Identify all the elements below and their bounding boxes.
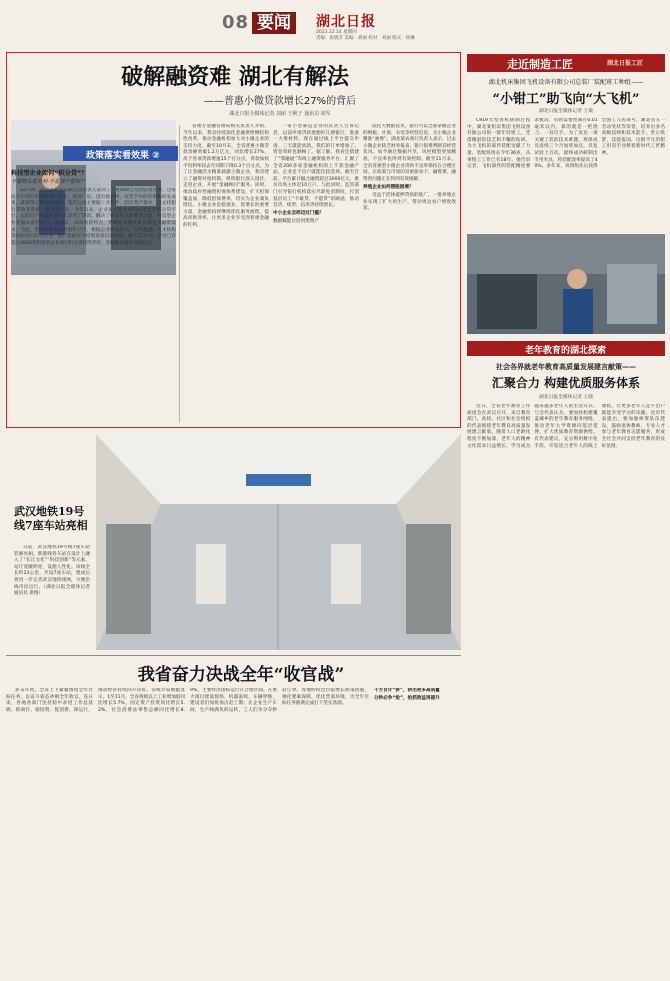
elder-edu-banner (467, 341, 665, 356)
policy-bar-label: 政策落实看效果 ② (86, 151, 160, 161)
craftsman-banner-label: 走近制造工匠 (507, 58, 573, 71)
metro-title: 武汉地铁19号线7座车站亮相 (14, 505, 88, 532)
feature-col1 (11, 188, 176, 420)
bottom-subhead-1: 千方百计“拼”，拼出更多高质量 (374, 688, 440, 693)
divider (179, 125, 180, 423)
col3-subhead: 中小企业怎样迈过门槛？ (273, 211, 324, 217)
elder-edu-body (467, 404, 665, 976)
metro-photo (96, 434, 461, 650)
craftsman-photo (467, 234, 665, 334)
feature-col2 (183, 124, 269, 422)
masthead (222, 8, 668, 46)
feature-col2-text: 省地方金融管理局相关负责人介绍，今年以来，我省持续深化金融供给侧结构性改革，推动金融机构加大对小微企业的支持力度。截至10月末，全省普惠小微贷款余额突破1.2万亿元，同比增长27%，高于各项贷款增速15个百分点，贷款加权平均利率较去年同期下降0.3个百分点。为了让金融活水精准滴灌小微企业，我省建立了融资对接机制，组织银行深入园区、走进企业，开展“金融顾问”服务。同时，推动政府性融资担保体系建设，扩大担保覆盖面，降低担保费率，切实为企业减负增信。小微企业是稳就业、促增长的重要力量，金融机构将继续优化服务流程，提高审批效率，让更多企业享受到普惠金融的红利。 (183, 124, 269, 228)
elder-edu-banner-label: 老年教育的湖北探索 (525, 346, 607, 356)
elder-edu-text: 近日，全省老年教育工作座谈会在武汉召开，来自教育部门、高校、社区和社会组织的代表围绕老年教育高质量发展建言献策。随着人口老龄化程度不断加深，老年人的精神文化需求日益增长，学习成为越来越多老年人的生活方式。与会代表认为，要加快构建覆盖城乡的老年教育服务网络，推动老年大学资源向基层延伸，扩大优质教育资源供给。有代表建议，充分利用数字化手段，开发适合老年人的线上课程，让更多老年人足不出户就能享受学习的乐趣。也有代表提出，要加强师资队伍建设，鼓励退休教师、专业人才参与老年教育志愿服务，形成全社会共同支持老年教育的良好氛围。 (467, 404, 665, 449)
bottom-body (6, 688, 461, 976)
feature-subhead: ——普惠小微贷款增长27%的背后 (203, 96, 357, 107)
feature-col3-text: 一家小型制造企业的负责人告诉记者，以前申请贷款要跑好几趟银行，准备一大堆材料，现在通过线上平台提交申请，三天就能放款。我们的订单增加了，资金周转也顺畅了。据了解，我省还搭建了“鄂融通”等线上融资服务平台，汇聚了全省200多家金融机构的上千款金融产品，企业足不出户就能比较选择。截至目前，平台累计撮合融资超过3000亿元，惠及市场主体近10万户。与此同时，监管部门引导银行机构落实尽职免责制度，打消基层员工“不敢贷、不愿贷”的顾虑，推动首贷、续贷、信用贷持续增长。 (273, 124, 359, 209)
craftsman-byline: 湖北日报全媒体记者 王敏 (538, 109, 594, 114)
col3-subhead-2: 数据赋能让信用变资产 (273, 219, 319, 225)
elder-edu-byline: 湖北日报全媒体记者 王晓 (538, 395, 594, 400)
issue-meta: 责编：张晓芳 美编：胡丽 校对：刘丽 版式：杨琳 (316, 36, 415, 41)
craftsman-banner (467, 54, 665, 72)
bottom-title: 我省奋力决战全年“收官战” (137, 665, 345, 685)
newspaper-logo: 湖北日报 (316, 14, 376, 30)
col4-subhead-2: 受益于活体抵押贷款的推广，一批养殖企业实现了扩大再生产，带动周边农户增收致富。 (363, 192, 456, 212)
elder-edu-title: 汇聚合力 构建优质服务体系 (491, 376, 641, 390)
left-subtitle-2: 不看砖头看专利 不看资产看知产 (11, 179, 86, 185)
metro-text: 日前，武汉地铁19号线7座车站装修亮相。新港线各车站在设计上融入了“长江文化”“科技创新”等元素，站厅宽敞明亮，设施人性化。该线全长约23公里，共设7座车站，建成后将进一步完善武汉地铁线网，方便沿线市民出行。（湖北日报全媒体记者 通讯员 供图） (14, 545, 90, 597)
bottom-subhead-2: 分秒必争“抢”，抢抓效益再提升 (374, 696, 440, 702)
feature-col4-text: 依托大数据技术，银行可以全面掌握企业的纳税、社保、水电等经营信息，为小微企业精准“画像”。湖北某农商行负责人表示，过去小微企业缺乏财务报表，银行很难判断其经营状况。如今通过数据共享，风控模型更加精准，不良率也得到有效控制。截至11月末，全省普惠型小微企业贷款不良率保持在合理区间。在政策与市场的双重驱动下，融资难、融资贵问题正在得到有效缓解。 (363, 124, 456, 182)
metro-body (14, 545, 90, 645)
elder-edu-kicker: 社会各界就老年教育高质量发展建言献策—— (496, 363, 636, 371)
feature-col4 (363, 124, 456, 422)
feature-col1-text: 12月初，武汉某科技有限公司负责人拿到了一笔600万元的信用贷款。这家成立不到五年的轻资产企业，没有厂房、没有抵押物，仅凭手中的专利和研发成果，就获得了银行的信任。我们公司主要做工业软件，固定资产很少，过去找银行贷款非常难。该负责人说，今年以来，企业通过湖北省科技型企业积分贷平台，以知识产权质押的方式拿到了贷款，解决了研发投入的燃眉之急。科技型企业普遍具有轻资产、高成长、高风险的特点，传统信贷模式难以满足其融资需求。为此，我省创新推出科创积分贷，根据企业研发投入、专利数量、人才结构等指标进行综合评分，银行依据评分结果发放信用贷款。截至11月末，全省已有超过4000家科技型企业通过积分贷获得贷款，金额累计超过300亿元。 (11, 188, 176, 246)
policy-bar (63, 146, 178, 161)
craftsman-banner-tag: 湖北日报工匠 (607, 60, 644, 67)
craftsman-body (467, 118, 665, 232)
section-label: 要闻 (252, 12, 296, 34)
col4-subhead: 养殖企业如何摆脱困境？ (363, 184, 414, 190)
left-subtitle: 科技型企业如何“积分贷”？ (11, 170, 88, 177)
feature-byline: 湖北日报全媒体记者 刘丽 王桃子 通讯员 胡军 (229, 111, 331, 117)
page-number: 08 (222, 12, 250, 33)
issue-date: 2023.12.14 星期四 (316, 30, 357, 35)
bottom-text: 岁末年初，全省上下紧紧围绕全年目标任务，以奋斗姿态冲刺全年收官。连日来，各地各部门坚持稳中求进工作总基调，抓项目、稳投资、促消费、保运行，推动经济持续回升向好。省统计局数据显示，1至11月，全省规模以上工业增加值同比增长5.7%，固定资产投资同比增长5.2%，社会消费品零售总额同比增长8.9%，主要经济指标运行在合理区间。在重大项目建设现场，机器轰鸣、车辆穿梭，建设者们加班加点赶工期；在企业生产车间，生产线满负荷运转，工人们争分夺秒赶订单。各地纷纷出台稳增长政策措施，强化要素保障，优化营商环境，为全年目标任务圆满完成打下坚实基础。 (6, 688, 369, 713)
craftsman-kicker: 湖北机床集团飞机设备有限公司总装厂装配班工种组—— (488, 79, 644, 86)
craftsman-text: C919大型客机研制过程中，湖北某机床集团飞机设备有限公司的一群年轻钳工，凭借精湛的技艺和不懈的钻研，为大飞机的部件装配贡献了力量。装配班组长今年36岁，从事钳工工作已有18年。他告诉记者，飞机部件的装配精度要求极高，有时需要控制在0.01毫米以内，靠的就是一把锉刀、一双巧手。为了攻克一项关键工装的技术难题，班组成员连续三个月加班加点，反复试验上百次，最终成功研制出专用夹具，将装配效率提高了40%。多年来，该班组先后获得全国工人先锋号、湖北省五一劳动奖状等荣誉，培养出多名高级技师和技术能手。匠心筑梦，技能报国，这群平凡的钳工用双手诠释着新时代工匠精神。 (467, 118, 665, 170)
bottom-rule (6, 655, 461, 656)
feature-col3 (273, 124, 359, 422)
craftsman-title: “小钳工”助飞向“大飞机” (492, 92, 640, 107)
feature-headline: 破解融资难 湖北有解法 (121, 64, 349, 90)
